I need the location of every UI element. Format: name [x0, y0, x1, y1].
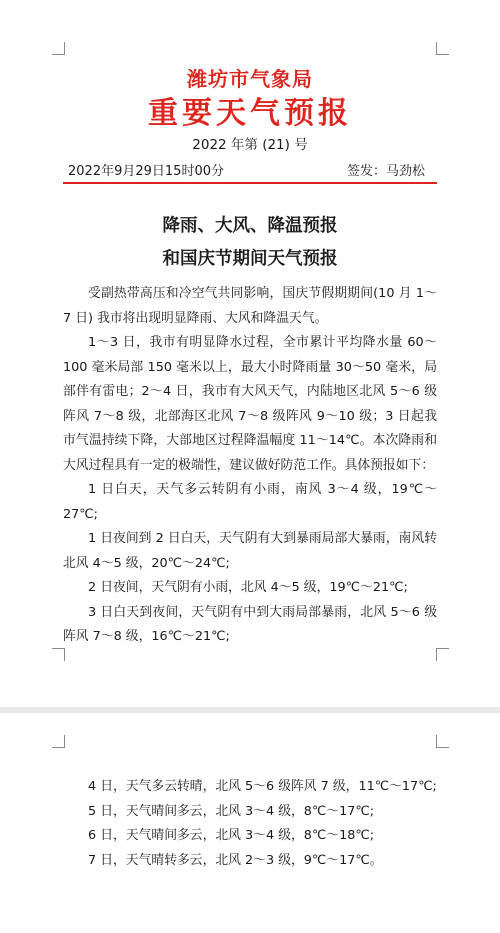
signer: 签发：马劲松: [346, 164, 425, 179]
report-title-line-1: 降雨、大风、降温预报: [162, 216, 338, 236]
document-page-2: [0, 713, 500, 933]
header-divider: [63, 182, 437, 184]
paragraph-intro: 受副热带高压和冷空气共同影响，国庆节假期期间(10 月 1～7 日) 我市将出现明显降雨、大风和降温天气。: [63, 286, 437, 326]
forecast-day-3: 3 日白天到夜间，天气阴有中到大雨局部暴雨，北风 5～6 级阵风 7～8 级，16℃～21℃;: [63, 604, 437, 644]
crop-mark-bottom-right: [436, 648, 449, 661]
crop-mark-bottom-left: [52, 648, 65, 661]
crop-mark-top-right: [436, 42, 449, 55]
crop-mark-top-right: [436, 735, 449, 748]
issue-datetime: 2022年9月29日15时00分: [68, 164, 224, 179]
document-type-title: 重要天气预报: [148, 96, 352, 131]
paragraph-overview: 1～3 日，我市有明显降水过程，全市累计平均降水量 60～100 毫米局部 150 毫米以上，最大小时降雨量 30～50 毫米，局部伴有雷电；2～4 日，我市有大风天气，内陆地区北风 5～6 级阵风 7～8 级，北部海区北风 7～8 级阵风 9～10 级；3 日起我市气温持续下降，大部地区过程降温幅度 11～14℃。本次降雨和大风过程具有一定的极端性，建议做好防范工作。具体预报如下：: [63, 335, 437, 473]
crop-mark-top-left: [52, 42, 65, 55]
forecast-day-1: 1 日白天，天气多云转阴有小雨，南风 3～4 级，19℃～27℃;: [63, 482, 437, 522]
crop-mark-top-left: [52, 735, 65, 748]
report-title-line-2: 和国庆节期间天气预报: [162, 249, 338, 269]
report-body: [63, 282, 437, 650]
report-body-continued: [63, 775, 437, 873]
forecast-day-2-night: 2 日夜间，天气阴有小雨，北风 4～5 级，19℃～21℃;: [88, 580, 408, 595]
forecast-day-6: 6 日，天气晴间多云，北风 3～4 级，8℃～18℃;: [88, 828, 375, 843]
issue-number: 2022 年第 (21) 号: [192, 137, 308, 153]
forecast-day-1-night: 1 日夜间到 2 日白天，天气阴有大到暴雨局部大暴雨，南风转北风 4～5 级，20℃～24℃;: [63, 531, 437, 571]
forecast-day-7: 7 日，天气晴转多云，北风 2～3 级，9℃～17℃。: [88, 852, 383, 868]
forecast-day-5: 5 日，天气晴间多云，北风 3～4 级，8℃～17℃;: [88, 803, 375, 819]
forecast-day-4: 4 日，天气多云转晴，北风 5～6 级阵风 7 级，11℃～17℃;: [88, 779, 437, 794]
issuing-organization: 潍坊市气象局: [187, 67, 313, 91]
